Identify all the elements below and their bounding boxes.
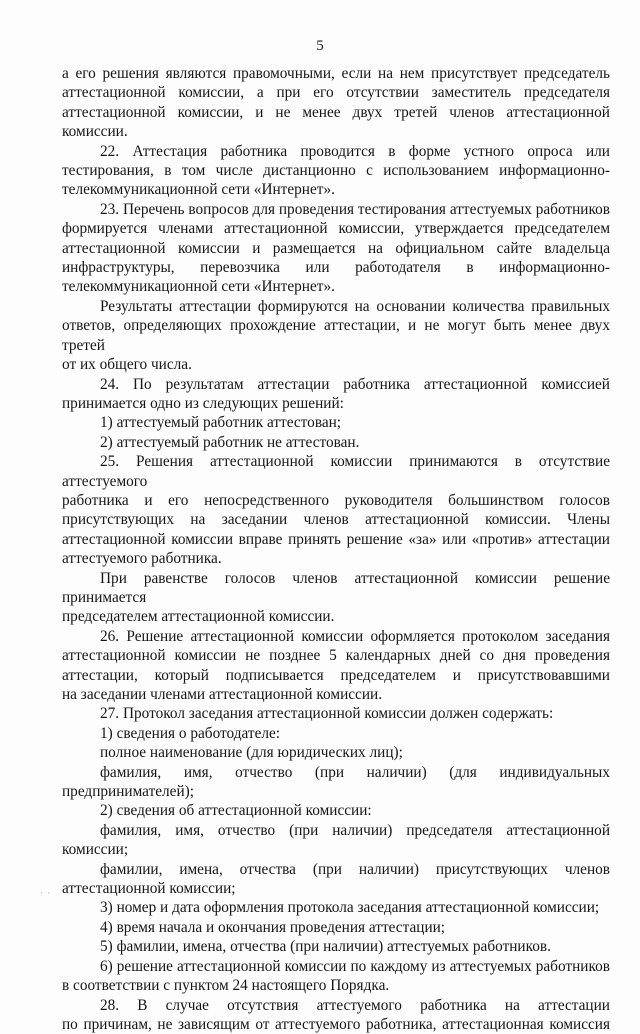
paragraph-24: 24. По результатам аттестации работника аттестационной комиссией принимается одно из следующих решений: 1) аттестуемый работник аттестован; 2) аттестуемый работник не аттестован. (62, 375, 610, 453)
list-item: фамилия, имя, отчество (при наличии) (для индивидуальных (62, 763, 610, 782)
list-item: 2) аттестуемый работник не аттестован. (62, 433, 610, 452)
list-item: фамилии, имена, отчества (при наличии) присутствующих членов (62, 860, 610, 879)
list-item: 4) время начала и окончания проведения аттестации; (62, 918, 610, 937)
list-item: 3) номер и дата оформления протокола заседания аттестационной комиссии; (62, 898, 610, 917)
paragraph-tie-vote: При равенстве голосов членов аттестационной комиссии решение принимается председателем аттестационной комиссии. (62, 569, 610, 627)
list-item: полное наименование (для юридических лиц); (62, 743, 610, 762)
page-number: 5 (0, 38, 640, 55)
paragraph-23: 23. Перечень вопросов для проведения тестирования аттестуемых работников формируется членами аттестационной комиссии, утверждается председателем аттестационной комиссии и размещается на официальном сайте владельца инфраструктуры, перевозчика или работодателя в информационно- телекоммуникационной сети «Интернет». (62, 200, 610, 297)
paragraph-results: Результаты аттестации формируются на основании количества правильных ответов, определяющих прохождение аттестации, и не могут быть менее двух третей от их общего числа. (62, 297, 610, 375)
list-item: 1) сведения о работодателе: (62, 724, 610, 743)
paragraph-26: 26. Решение аттестационной комиссии оформляется протоколом заседания аттестационной комиссии не позднее 5 календарных дней со дня проведения аттестации, который подписывается председателем и присутствовавшими на заседании членами аттестационной комиссии. (62, 627, 610, 705)
list-item: 2) сведения об аттестационной комиссии: (62, 801, 610, 820)
paragraph-28: 28. В случае отсутствия аттестуемого работника на аттестации по причинам, не зависящим от аттестуемого работника, аттестационная комиссия (62, 996, 610, 1034)
document-body (62, 64, 610, 1034)
list-item: 6) решение аттестационной комиссии по каждому из аттестуемых работников (62, 957, 610, 976)
paragraph-22: 22. Аттестация работника проводится в форме устного опроса или тестирования, в том числе дистанционно с использованием информационно- телекоммуникационной сети «Интернет». (62, 142, 610, 200)
paragraph-25: 25. Решения аттестационной комиссии принимаются в отсутствие аттестуемого работника и его непосредственного руководителя большинством голосов присутствующих на заседании членов аттестационной комиссии. Члены аттестационной комиссии вправе принять решение «за» или «против» аттестации аттестуемого работника. (62, 452, 610, 568)
paragraph-continuation: а его решения являются правомочными, если на нем присутствует председатель аттестационной комиссии, а при его отсутствии заместитель председателя аттестационной комиссии, и не менее двух третей членов аттестационной комиссии. (62, 64, 610, 142)
list-item: фамилия, имя, отчество (при наличии) председателя аттестационной комиссии; (62, 821, 610, 860)
paragraph-27: 27. Протокол заседания аттестационной комиссии должен содержать: 1) сведения о работодателе: полное наименование (для юридических лиц); фамилия, имя, отчество (при наличии) (для индивидуальных предпринимателей); 2) сведения об аттестационной комиссии: фамилия, имя, отчество (при наличии) председателя аттестационной комиссии; фамилии, имена, отчества (при наличии) присутствующих членов аттестационной комиссии; 3) номер и дата оформления протокола заседания аттестационной комиссии; 4) время начала и окончания проведения аттестации; 5) фамилии, имена, отчества (при наличии) аттестуемых работников. 6) решение аттестационной комиссии по каждому из аттестуемых работников в соответствии с пунктом 24 настоящего Порядка. (62, 704, 610, 995)
scan-artifact: · · (40, 888, 51, 898)
list-item: 5) фамилии, имена, отчества (при наличии) аттестуемых работников. (62, 937, 610, 956)
list-item: 1) аттестуемый работник аттестован; (62, 413, 610, 432)
